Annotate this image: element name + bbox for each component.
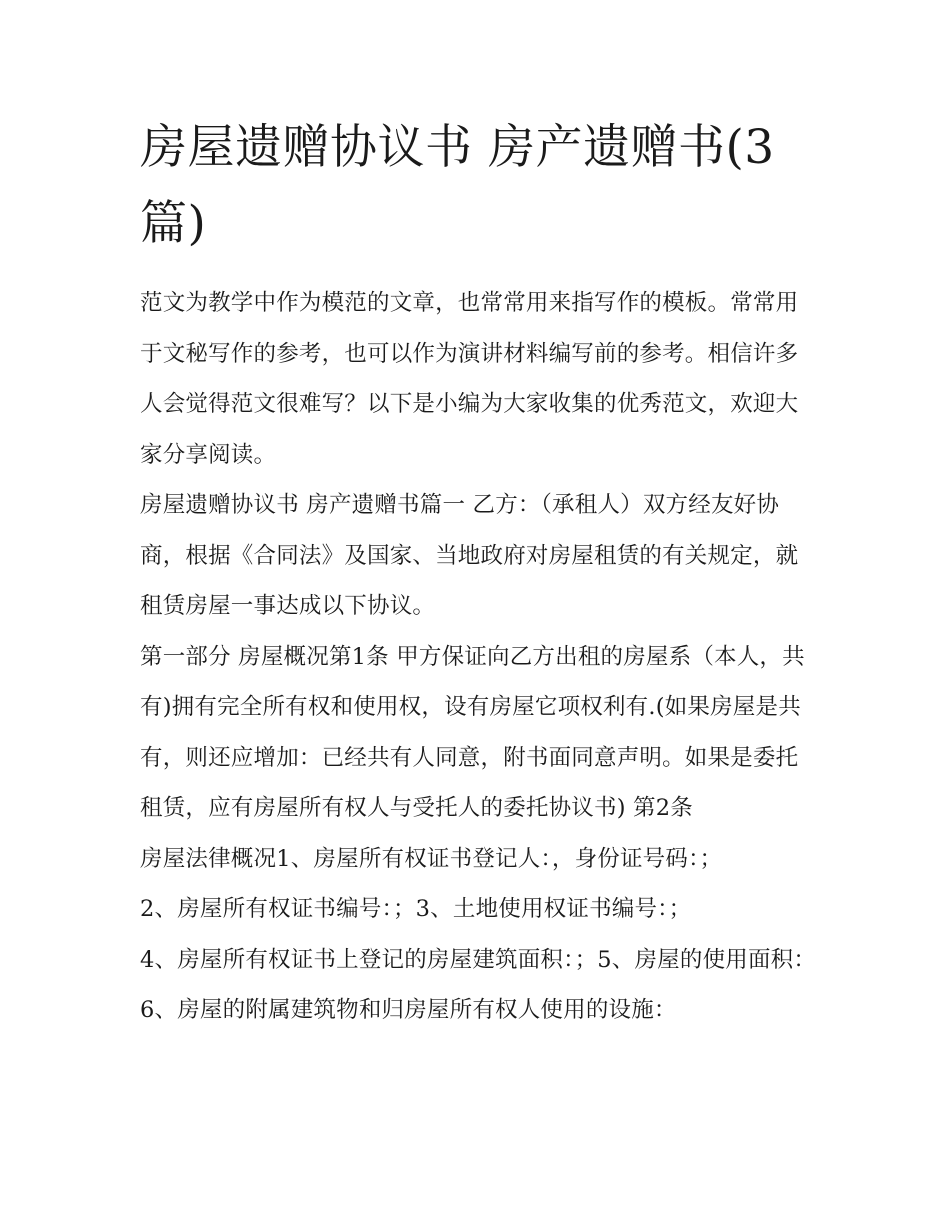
paragraph-intro: 范文为教学中作为模范的文章，也常常用来指写作的模板。常常用于文秘写作的参考，也可以作为演讲材料编写前的参考。相信许多人会觉得范文很难写？以下是小编为大家收集的优秀范文，欢迎大家分享阅读。 <box>140 290 799 468</box>
paragraph-legal-1: 房屋法律概况1、房屋所有权证书登记人：，身份证号码：； <box>140 845 723 872</box>
paragraph-legal-3: 4、房屋所有权证书上登记的房屋建筑面积：；5、房屋的使用面积： 6、房屋的附属建筑物和归房屋所有权人使用的设施： <box>140 946 817 1023</box>
paragraph-legal-2: 2、房屋所有权证书编号：；3、土地使用权证书编号：； <box>140 896 692 922</box>
document-page <box>140 110 820 1036</box>
paragraph-part-one: 房屋遗赠协议书 房产遗赠书篇一 乙方：（承租人）双方经友好协商，根据《合同法》及国家、当地政府对房屋租赁的有关规定，就租赁房屋一事达成以下协议。 <box>140 492 799 619</box>
document-title: 房屋遗赠协议书 房产遗赠书(3篇) <box>140 120 775 251</box>
paragraph-section-one: 第一部分 房屋概况第1条 甲方保证向乙方出租的房屋系（本人，共有)拥有完全所有权和使用权，设有房屋它项权利有.(如果房屋是共有，则还应增加：已经共有人同意，附书面同意声明。如果是委托租赁，应有房屋所有权人与受托人的委托协议书) 第2条 <box>140 643 805 821</box>
